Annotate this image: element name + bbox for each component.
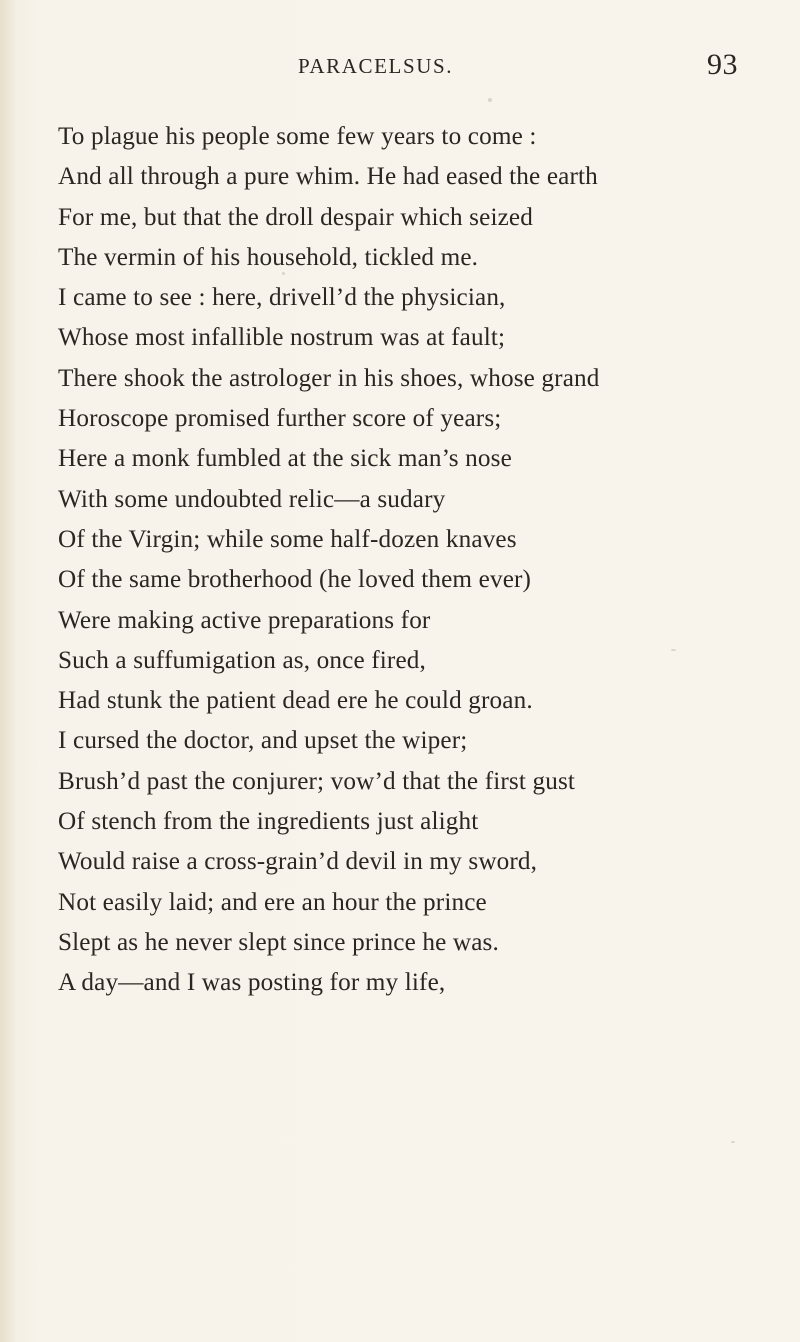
verse-line: With some undoubted relic—a sudary [58,485,446,513]
verse-passage [58,117,778,1004]
page-header [0,48,800,88]
verse-line: Brush’d past the conjurer; vow’d that the first gust [58,767,576,795]
paper-speck [731,1141,735,1143]
verse-line: Would raise a cross-grain’d devil in my sword, [58,848,538,876]
page-number: 93 [707,48,738,81]
verse-line: And all through a pure whim. He had eased the earth [58,163,598,191]
verse-line: Whose most infallible nostrum was at fault; [58,324,506,352]
verse-line: For me, but that the droll despair which seized [58,203,533,231]
verse-line: Of the same brotherhood (he loved them ever) [58,566,532,594]
verse-line: A day—and I was posting for my life, [58,969,446,997]
verse-line: Had stunk the patient dead ere he could groan. [58,687,533,715]
verse-line: Were making active preparations for [58,606,431,634]
verse-line: I came to see : here, drivell’d the physician, [58,284,506,312]
paper-speck [488,98,492,102]
paper-speck [282,272,285,275]
verse-line: Not easily laid; and ere an hour the prince [58,888,487,916]
verse-line: The vermin of his household, tickled me. [58,243,479,271]
verse-line: There shook the astrologer in his shoes, whose grand [58,364,600,392]
verse-line: Of stench from the ingredients just alight [58,808,479,836]
verse-line: Here a monk fumbled at the sick man’s nose [58,445,512,473]
verse-line: I cursed the doctor, and upset the wiper; [58,727,468,755]
verse-line: Such a suffumigation as, once fired, [58,646,426,674]
verse-line: Of the Virgin; while some half-dozen knaves [58,525,517,553]
running-head: PARACELSUS. [298,54,454,78]
verse-line: To plague his people some few years to come : [58,123,537,150]
binding-edge [0,0,16,1342]
verse-line: Horoscope promised further score of years; [58,405,502,433]
verse-line: Slept as he never slept since prince he was. [58,928,499,956]
paper-speck [671,649,676,651]
